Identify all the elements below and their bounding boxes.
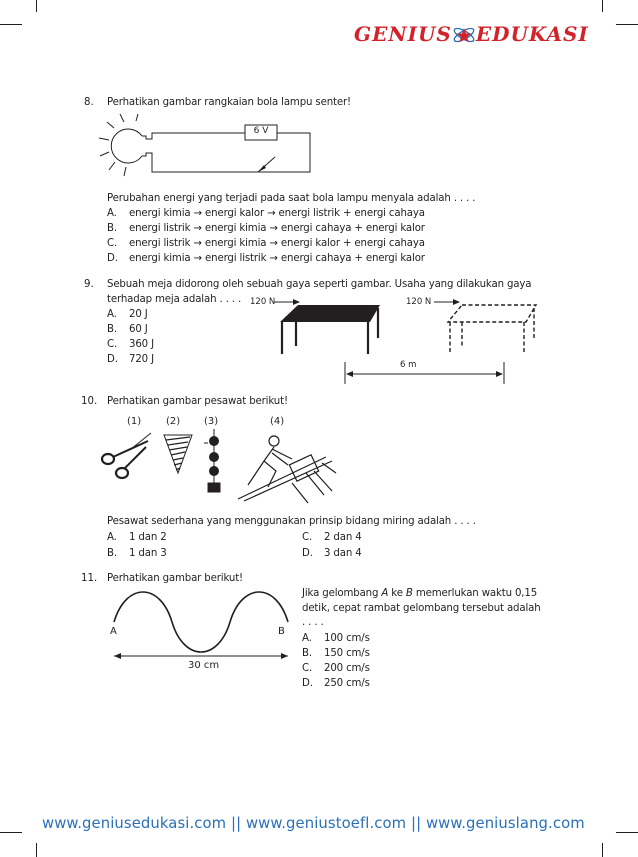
q9-option-a [107, 307, 148, 323]
crop-mark-top-left-v [36, 0, 37, 12]
logo-text-right: EDUKASI [475, 22, 589, 46]
q9-option-b-letter: B. [107, 324, 117, 335]
q9-option-b [107, 322, 148, 338]
q11-stem: Perhatikan gambar berikut! [107, 573, 243, 584]
q10-option-b [107, 546, 167, 562]
pulley-icon [204, 429, 220, 492]
q8-option-b-text: energi listrik → energi kimia → energi cahaya + energi kalor [129, 223, 425, 234]
q11-prompt-text-2: ke [388, 588, 406, 599]
q9-option-a-text: 20 J [129, 309, 148, 320]
q11-option-d-letter: D. [302, 678, 313, 689]
genius-edukasi-logo [354, 22, 604, 52]
q9-table-figure [240, 292, 540, 384]
q11-prompt-line1 [302, 586, 537, 602]
q8-option-c [107, 236, 425, 252]
q9-option-d [107, 352, 154, 368]
q8-prompt: Perubahan energi yang terjadi pada saat bola lampu menyala adalah . . . . [107, 193, 476, 204]
q10-option-a-letter: A. [107, 532, 117, 543]
q10-label-1: (1) [127, 416, 142, 427]
q11-option-c-letter: C. [302, 663, 313, 674]
q9-distance-label: 6 m [400, 360, 417, 370]
q11-number: 11. [81, 573, 98, 584]
q10-option-d [302, 546, 362, 562]
q11-option-b [302, 646, 370, 662]
q10-stem: Perhatikan gambar pesawat berikut! [107, 396, 288, 407]
q11-option-c [302, 661, 370, 677]
q11-option-d-text: 250 cm/s [324, 678, 370, 689]
atom-icon [452, 24, 476, 44]
q9-option-d-text: 720 J [129, 354, 154, 365]
q8-option-a [107, 206, 425, 222]
crop-mark-top-right-v [602, 0, 603, 12]
q8-stem: Perhatikan gambar rangkaian bola lampu senter! [107, 97, 351, 108]
crop-mark-top-right-h [616, 24, 638, 25]
q10-label-2: (2) [166, 416, 181, 427]
q11-option-a-text: 100 cm/s [324, 633, 370, 644]
q8-battery-label: 6 V [253, 126, 269, 136]
q10-prompt: Pesawat sederhana yang menggunakan prinsip bidang miring adalah . . . . [107, 516, 476, 527]
screw-icon [164, 435, 192, 473]
footer-links[interactable]: www.geniusedukasi.com || www.geniustoefl.com || www.geniuslang.com [42, 815, 585, 832]
q11-prompt-text-1: Jika gelombang [302, 588, 382, 599]
q9-option-a-letter: A. [107, 309, 117, 320]
scissors-icon [102, 433, 151, 478]
q11-option-a-letter: A. [302, 633, 312, 644]
q9-number: 9. [84, 279, 94, 290]
q10-label-3: (3) [204, 416, 219, 427]
q11-option-b-text: 150 cm/s [324, 648, 370, 659]
q10-option-c-letter: C. [302, 532, 313, 543]
q8-option-b [107, 221, 425, 237]
q11-option-a [302, 631, 370, 647]
ramp-worker-icon [238, 436, 336, 503]
q11-option-d [302, 676, 370, 692]
q8-number: 8. [84, 97, 94, 108]
q9-stem-line2: terhadap meja adalah . . . . [107, 294, 242, 305]
q11-prompt-var-a: A [381, 588, 389, 599]
q8-option-c-letter: C. [107, 238, 118, 249]
q8-option-a-text: energi kimia → energi kalor → energi listrik + energi cahaya [129, 208, 425, 219]
crop-mark-bottom-right-h [616, 832, 638, 833]
q10-option-a [107, 530, 167, 546]
q11-option-b-letter: B. [302, 648, 312, 659]
q11-wave-length-label: 30 cm [188, 660, 220, 671]
q9-stem-line1: Sebuah meja didorong oleh sebuah gaya seperti gambar. Usaha yang dilakukan gaya [107, 279, 532, 290]
logo-text-left: GENIUS [354, 22, 452, 46]
crop-mark-top-left-h [0, 24, 22, 25]
q8-option-c-text: energi listrik → energi kimia → energi kalor + energi cahaya [129, 238, 425, 249]
q10-option-b-text: 1 dan 3 [129, 548, 167, 559]
q9-force-right-label: 120 N [406, 297, 432, 307]
crop-mark-bottom-right-v [602, 843, 603, 857]
q10-option-b-letter: B. [107, 548, 117, 559]
q9-force-left-label: 120 N [250, 297, 276, 307]
q10-option-d-text: 3 dan 4 [324, 548, 362, 559]
q8-option-b-letter: B. [107, 223, 117, 234]
q11-prompt-line3: . . . . [302, 617, 324, 628]
q11-wave-label-b: B [278, 626, 285, 637]
q10-option-c-text: 2 dan 4 [324, 532, 362, 543]
q9-option-c-letter: C. [107, 339, 118, 350]
q10-label-4: (4) [270, 416, 285, 427]
q10-option-c [302, 530, 362, 546]
q8-circuit-figure [90, 112, 320, 182]
q11-prompt-var-b: B [405, 588, 413, 599]
q10-number: 10. [81, 396, 98, 407]
q10-option-a-text: 1 dan 2 [129, 532, 167, 543]
q8-option-a-letter: A. [107, 208, 117, 219]
q8-option-d-letter: D. [107, 253, 118, 264]
q11-option-c-text: 200 cm/s [324, 663, 370, 674]
q11-prompt-line2: detik, cepat rambat gelombang tersebut adalah [302, 603, 541, 614]
q9-option-d-letter: D. [107, 354, 118, 365]
q11-wave-label-a: A [110, 626, 117, 637]
crop-mark-bottom-left-v [36, 843, 37, 857]
q8-option-d [107, 251, 425, 267]
q9-option-b-text: 60 J [129, 324, 148, 335]
crop-mark-bottom-left-h [0, 832, 22, 833]
q9-option-c [107, 337, 154, 353]
q9-option-c-text: 360 J [129, 339, 154, 350]
q11-prompt-text-3: memerlukan waktu 0,15 [412, 588, 538, 599]
q10-option-d-letter: D. [302, 548, 313, 559]
q8-option-d-text: energi kimia → energi listrik → energi cahaya + energi kalor [129, 253, 425, 264]
